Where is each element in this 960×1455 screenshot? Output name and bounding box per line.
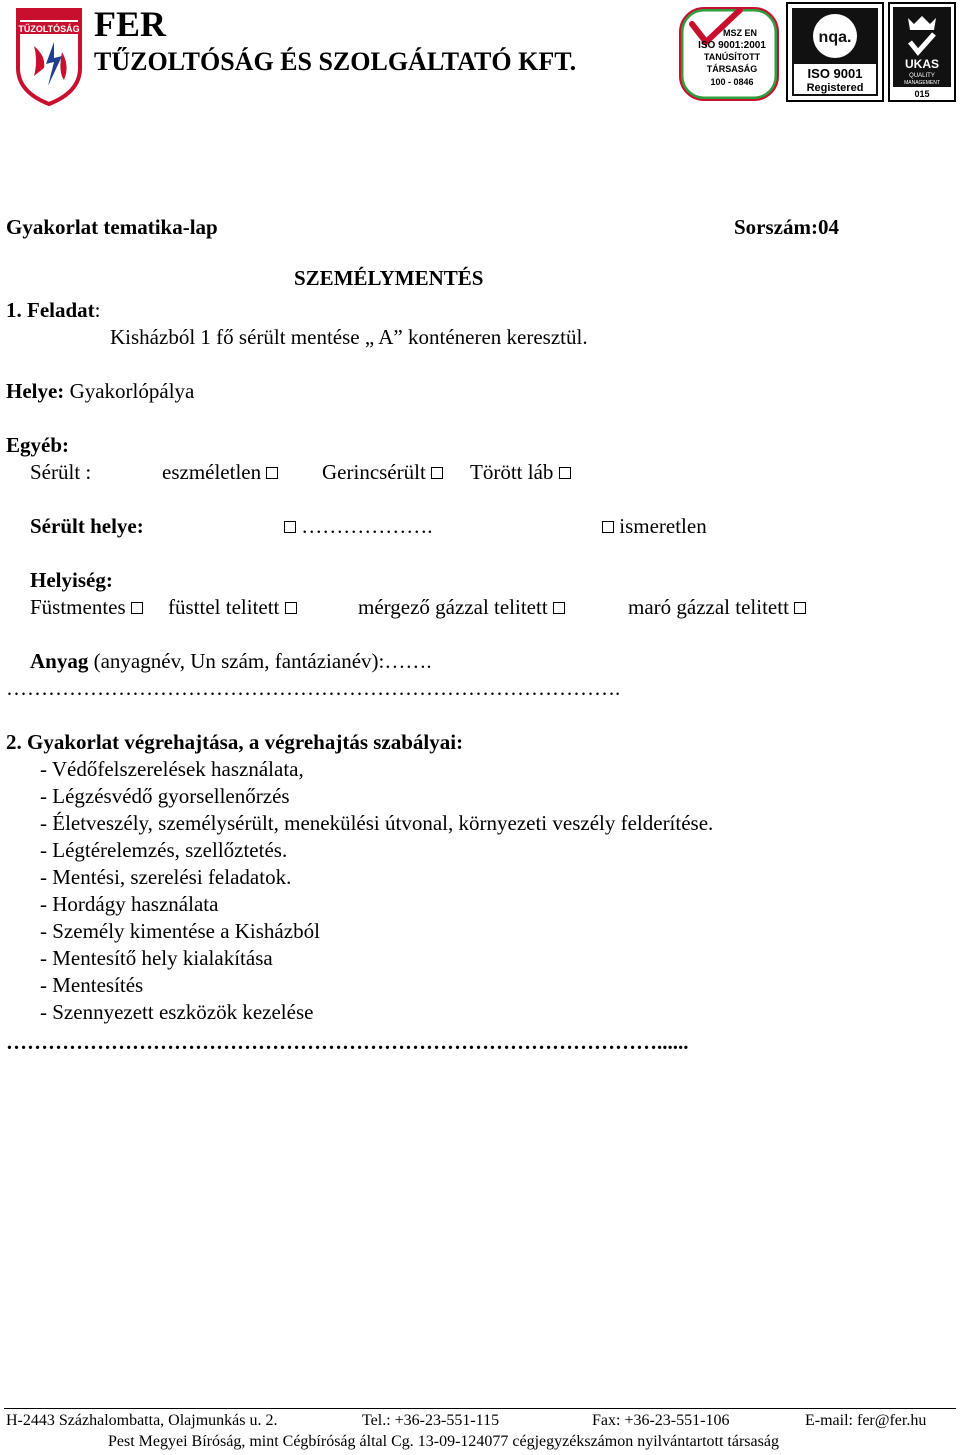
company-logo (14, 6, 84, 106)
injured-place-known (284, 514, 433, 539)
room-smoke (168, 595, 297, 620)
checkbox-smokefree[interactable] (131, 602, 143, 614)
location-label: Helye: (6, 379, 65, 403)
room-label: Helyiség: (30, 568, 113, 592)
checkbox-place-unknown[interactable] (602, 521, 614, 533)
checkbox-corrosive-gas[interactable] (794, 602, 806, 614)
option-spinal (322, 460, 443, 485)
task-label: 1. Feladat (6, 298, 95, 322)
checkbox-spinal[interactable] (431, 467, 443, 479)
logo-text: TŰZOLTÓSÁG (18, 24, 80, 34)
task-text: Kisházból 1 fő sérült mentése „ A” konténeren keresztül. (110, 325, 588, 349)
list-item: - Életveszély, személysérült, menekülési útvonal, környezeti veszély felderítése. (40, 811, 714, 835)
msz-line-2: ISO 9001:2001 (698, 40, 766, 51)
list-item: - Légtérelemzés, szellőztetés. (40, 838, 288, 862)
footer-divider (4, 1408, 956, 1409)
injured-label: Sérült : (30, 460, 92, 484)
footer-address: H-2443 Százhalombatta, Olajmunkás u. 2. (6, 1412, 278, 1429)
location-line (6, 379, 194, 404)
checkbox-unconscious[interactable] (266, 467, 278, 479)
material-label: Anyag (30, 649, 89, 673)
room-toxic-gas-label: mérgező gázzal telitett (358, 595, 548, 619)
step2-label: 2. Gyakorlat végrehajtása, a végrehajtás szabályai: (6, 730, 464, 754)
ukas-badge (888, 2, 956, 102)
list-item: - Légzésvédő gyorsellenőrzés (40, 784, 290, 808)
option-broken-leg (470, 460, 571, 485)
checkbox-place-known[interactable] (284, 521, 296, 533)
list-item: - Mentesítő hely kialakítása (40, 946, 273, 970)
serial-number: Sorszám:04 (734, 215, 839, 239)
injured-place-unknown-label: ismeretlen (619, 514, 707, 538)
task-colon: : (94, 298, 101, 322)
section-heading: SZEMÉLYMENTÉS (294, 266, 484, 290)
option-unconscious-label: eszméletlen (162, 460, 262, 484)
room-smokefree (30, 595, 143, 620)
checkbox-smoke[interactable] (285, 602, 297, 614)
list-item: - Személy kimentése a Kisházból (40, 919, 320, 943)
list-item: - Szennyezett eszközök kezelése (40, 1000, 314, 1024)
checkbox-toxic-gas[interactable] (553, 602, 565, 614)
room-corrosive-gas (628, 595, 806, 620)
ukas-quality-text: QUALITY (909, 73, 935, 79)
room-smoke-label: füsttel telitett (168, 595, 280, 619)
msz-iso-badge (678, 2, 782, 102)
list-item: - Mentési, szerelési feladatok. (40, 865, 292, 889)
footer-fax: Fax: +36-23-551-106 (592, 1412, 730, 1429)
list-item: - Mentesítés (40, 973, 144, 997)
option-spinal-label: Gerincsérült (322, 460, 426, 484)
ukas-management-text: MANAGEMENT (904, 80, 940, 86)
nqa-iso-badge (786, 2, 884, 102)
msz-line-4: TÁRSASÁG (706, 64, 758, 74)
msz-line-1: MSZ EN (722, 28, 758, 38)
list-item: - Hordágy használata (40, 892, 219, 916)
company-short-name: FER (94, 4, 166, 44)
rules-list (40, 756, 713, 1026)
room-toxic-gas (358, 595, 565, 620)
list-item: - Védőfelszerelések használata, (40, 757, 304, 781)
nqa-text: nqa. (818, 29, 852, 46)
injured-place-dots: ………………. (301, 514, 433, 538)
nqa-iso-text: ISO 9001 (807, 66, 863, 81)
checkbox-broken-leg[interactable] (559, 467, 571, 479)
footer-registry: Pest Megyei Bíróság, mint Cégbíróság által Cg. 13-09-124077 cégjegyzékszámon nyilvántartott társaság (108, 1433, 779, 1450)
injured-place-unknown (602, 514, 707, 539)
room-corrosive-gas-label: maró gázzal telitett (628, 595, 789, 619)
option-broken-leg-label: Törött láb (470, 460, 554, 484)
other-label: Egyéb: (6, 433, 69, 457)
task-label-line (6, 298, 101, 323)
ukas-text: UKAS (904, 57, 940, 71)
material-dots: ……………………………………………………………………………. (6, 676, 621, 700)
company-full-name: TŰZOLTÓSÁG ÉS SZOLGÁLTATÓ KFT. (94, 47, 577, 76)
msz-line-3: TANÚSÍTOTT (703, 52, 761, 62)
ukas-number: 015 (914, 89, 930, 99)
footer-tel: Tel.: +36-23-551-115 (362, 1412, 500, 1429)
footer-email[interactable]: E-mail: fer@fer.hu (805, 1412, 927, 1429)
option-unconscious (162, 460, 278, 485)
injured-place-label: Sérült helye: (30, 514, 144, 538)
nqa-registered-text: Registered (806, 82, 864, 94)
material-text: (anyagnév, Un szám, fantázianév):……. (88, 649, 432, 673)
location-value: Gyakorlópálya (64, 379, 195, 403)
msz-line-5: 100 - 0846 (710, 77, 754, 87)
end-dots: …………………………………………………………………………………...... (6, 1030, 689, 1054)
document-title: Gyakorlat tematika-lap (6, 215, 218, 239)
room-smokefree-label: Füstmentes (30, 595, 126, 619)
material-line (30, 649, 432, 674)
